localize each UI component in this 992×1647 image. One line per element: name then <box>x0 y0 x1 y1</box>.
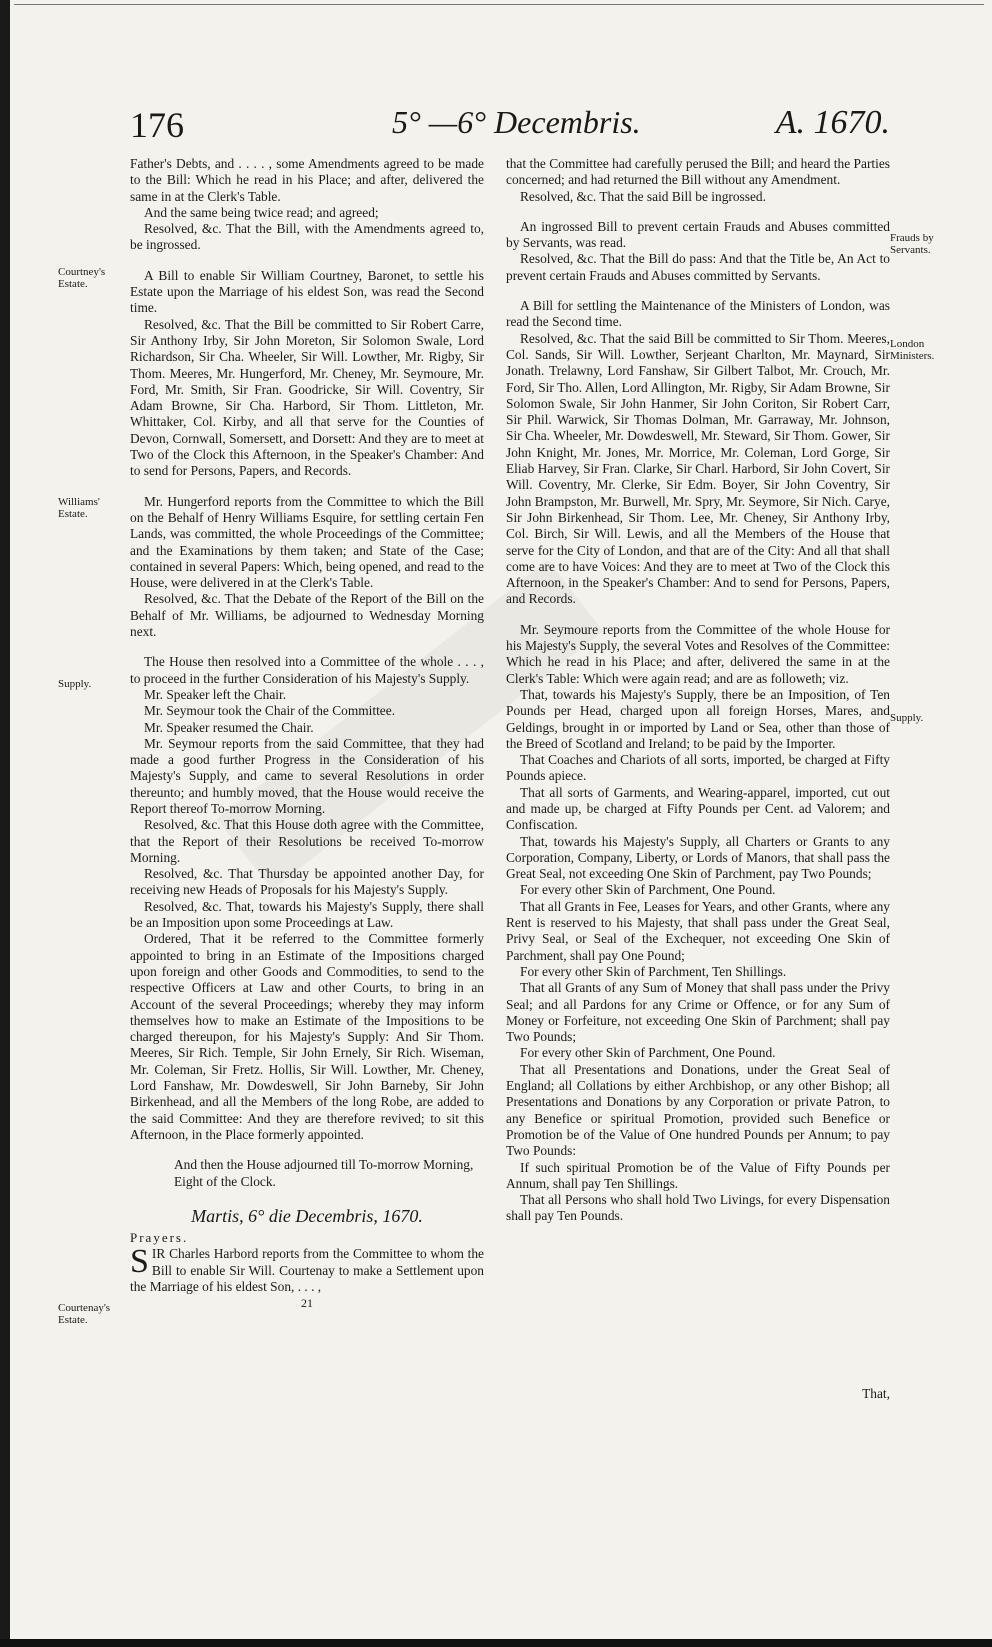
paragraph: That all Presentations and Donations, under the Great Seal of England; all Collations by either Archbishop, or any other Bishop; all Presentations and Donations by any Corporation or private Patron, to any Benefice or spiritual Promotion, provided such Benefice or Promotion be of the Value of One hundred Pounds per Annum; to pay Two Pounds: <box>506 1061 890 1159</box>
paragraph: Mr. Speaker left the Chair. <box>144 686 287 702</box>
paragraph: Ordered, That it be referred to the Committee formerly appointed to bring in an Estimate of the Impositions charged upon foreign and other Goods and Commodities, to send to the respective Officers at Law and other Courts, to bring in an Account of the several Proceedings; whereby they may inform themselves how to make an Estimate of the Impositions to be charged thereupon, for his Majesty's Supply: And Sir Thom. Meeres, Sir Rich. Temple, Sir John Ernely, Sir Rich. Wiseman, Mr. Coleman, Sir Fretz. Hollis, Sir Will. Lowther, Mr. Cheney, Lord Fanshaw, Mr. Dowdeswell, Sir John Barneby, Sir John Birkenhead, and all the Members of the long Robe, are added to the said Committee: And they are therefore revived; to sit this Afternoon, in the Place formerly appointed. <box>130 931 484 1142</box>
signature-mark: 21 <box>301 1296 313 1311</box>
paragraph: Mr. Seymour reports from the said Committee, that they had made a good further Progress in the Consideration of his Majesty's Supply, and came to several Resolutions in order thereunto; and humbly moved, that the House would receive the Report thereof To-morrow Morning. <box>130 735 484 816</box>
paragraph: That, towards his Majesty's Supply, all Charters or Grants to any Corporation, Company, Liberty, or Lords of Manors, that shall pass the Great Seal, not exceeding One Skin of Parchment, pay Two Pounds; <box>506 833 890 882</box>
right-column <box>506 156 890 1225</box>
left-column <box>130 156 484 1312</box>
paragraph: Resolved, &c. That the said Bill be committed to Sir Thom. Meeres, Col. Sands, Sir Will. Lowther, Serjeant Charlton, Mr. Maynard, Sir Jonath. Trelawny, Lord Fanshaw, Sir Gilbert Talbot, Mr. Crouch, Mr. Ford, Sir Tho. Allen, Lord Allington, Mr. Rigby, Sir Adam Browne, Sir Solomon Swale, Sir John Hanmer, Sir John Coriton, Sir Robert Carr, Sir Phil. Warwick, Sir Thomas Dolman, Mr. Garraway, Mr. Johnson, Sir Cha. Wheeler, Mr. Dowdeswell, Mr. Steward, Sir Thom. Gower, Sir John Knight, Mr. Jones, Mr. Morrice, Mr. Coleman, Lord Gorge, Sir Eliab Harvey, Sir Fran. Clarke, Sir Charl. Harbord, Sir John Covert, Sir Will. Coventry, Mr. Clerke, Sir Edm. Boyer, Sir John Coventry, Sir John Brampston, Mr. Burwell, Mr. Spry, Mr. Seymore, Sir Nich. Carye, Sir John Birkenhead, Sir Thom. Lee, Mr. Cheney, Sir Anthony Irby, Col. Birch, Sir Will. Lewis, and all the Members of the House that serve for the City of London, and that are of the City: And all that shall come are to have Voices: And they are to meet at Two of the Clock this Afternoon, in the Speaker's Chamber: And to send for Persons, Papers, and Records. <box>506 330 890 607</box>
paragraph: That all Grants in Fee, Leases for Years, and other Grants, where any Rent is reserved to his Majesty, that shall pass under the Great Seal, Privy Seal, or Seal of the Exchequer, not exceeding One Skin of Parchment, shall pay One Pound; <box>506 898 890 963</box>
paragraph: For every other Skin of Parchment, One Pound. <box>520 1045 776 1061</box>
paragraph: Resolved, &c. That the Bill be committed to Sir Robert Carre, Sir Anthony Irby, Sir John Moreton, Sir Solomon Swale, Lord Richardson, Sir Cha. Wheeler, Sir Will. Lowther, Mr. Rigby, Sir Thom. Meeres, Mr. Hungerford, Mr. Cheney, Mr. Seymoure, Mr. Ford, Mr. Smith, Sir Fran. Goodricke, Sir Will. Coventry, Sir Adam Browne, Sir Cha. Harbord, Sir Thom. Littleton, Mr. Whittaker, Col. Kirby, and all that serve for the Counties of Devon, Cornwall, Somersett, and Dorsett: And they are to meet at Two of the Clock this Afternoon, in the Speaker's Chamber: And to send for Persons, Papers, and Records. <box>130 316 484 479</box>
paragraph: A Bill for settling the Maintenance of the Ministers of London, was read the Second time. <box>506 298 890 330</box>
paragraph: That, towards his Majesty's Supply, there be an Imposition, of Ten Pounds per Head, charged upon all foreign Horses, Mares, and Geldings, brought in or imported by Land or Sea, other than those of the Breed of Scotland and Ireland; to be paid by the Importer. <box>506 686 890 751</box>
day-heading: Martis, 6° die Decembris, 1670. <box>191 1205 423 1226</box>
margin-note-frauds-by-servants: Frauds by Servants. <box>890 232 934 256</box>
paragraph: That all Grants of any Sum of Money that shall pass under the Privy Seal; and all Pardons for any Crime or Offence, or for any Sum of Money or Forfeiture, not exceeding One Skin of Parchment; shall pay Two Pounds; <box>506 980 890 1045</box>
paragraph: that the Committee had carefully perused the Bill; and heard the Parties concerned; and had returned the Bill without any Amendment. <box>506 156 890 188</box>
paragraph <box>130 1243 484 1295</box>
paragraph: Mr. Seymour took the Chair of the Committee. <box>144 703 396 719</box>
prayers-heading: Prayers. <box>130 1230 189 1246</box>
margin-note-london-ministers: London Ministers. <box>890 338 935 362</box>
page-edge-shadow <box>0 0 10 1647</box>
paragraph: Mr. Speaker resumed the Chair. <box>144 719 314 735</box>
page-number: 176 <box>130 105 184 145</box>
paragraph: For every other Skin of Parchment, One Pound. <box>520 882 776 898</box>
margin-note-supply-right: Supply. <box>890 712 924 724</box>
paragraph: That all sorts of Garments, and Wearing-apparel, imported, cut out and made up, be charged at Fifty Pounds per Cent. ad Valorem; and Confiscation. <box>506 784 890 833</box>
page-date-heading: 5° —6° Decembris. <box>392 104 641 140</box>
page-header <box>130 104 890 146</box>
margin-note-courtneys-estate: Courtney's Estate. <box>58 266 106 290</box>
page-year: A. 1670. <box>775 104 890 141</box>
paragraph: For every other Skin of Parchment, Ten Shillings. <box>520 963 787 979</box>
paragraph: Resolved, &c. That the Debate of the Report of the Bill on the Behalf of Mr. Williams, be adjourned to Wednesday Morning next. <box>130 591 484 640</box>
paragraph: Resolved, &c. That Thursday be appointed another Day, for receiving new Heads of Proposals for his Majesty's Supply. <box>130 866 484 898</box>
paragraph: That Coaches and Chariots of all sorts, imported, be charged at Fifty Pounds apiece. <box>506 752 890 784</box>
top-rule <box>14 4 984 5</box>
catchword: That, <box>862 1386 890 1401</box>
paragraph: If such spiritual Promotion be of the Value of Fifty Pounds per Annum, shall pay Ten Shillings. <box>506 1159 890 1191</box>
margin-note-supply: Supply. <box>58 678 92 690</box>
paragraph: Resolved, &c. That, towards his Majesty's Supply, there shall be an Imposition upon some Proceedings at Law. <box>130 898 484 931</box>
paragraph-text: IR Charles Harbord reports from the Committee to whom the Bill to enable Sir Will. Courtenay to make a Settlement upon the Marriage of his eldest Son, . . . , <box>130 1246 484 1294</box>
page-bottom-edge <box>0 1639 992 1647</box>
drop-cap: S <box>130 1243 149 1281</box>
paragraph: The House then resolved into a Committee of the whole . . . , to proceed in the further Consideration of his Majesty's Supply. <box>130 654 484 686</box>
paragraph: Father's Debts, and . . . . , some Amendments agreed to be made to the Bill: Which he read in his Place; and after, delivered the same in at the Clerk's Table. <box>130 156 484 204</box>
paragraph: That all Persons who shall hold Two Livings, for every Dispensation shall pay Ten Pounds. <box>506 1192 890 1224</box>
paragraph: Resolved, &c. That this House doth agree with the Committee, that the Report of their Resolutions be received To-morrow Morning. <box>130 817 484 865</box>
paragraph: An ingrossed Bill to prevent certain Frauds and Abuses committed by Servants, was read. <box>506 218 890 251</box>
paragraph: A Bill to enable Sir William Courtney, Baronet, to settle his Estate upon the Marriage of his eldest Son, was read the Second time. <box>130 267 484 316</box>
paragraph: Mr. Seymoure reports from the Committee of the whole House for his Majesty's Supply, the several Votes and Resolves of the Committee: Which he read in his Place; and after, delivered the same in at the Clerk's Table: Which were again read; and are as followeth; viz. <box>506 621 890 686</box>
paragraph: Resolved, &c. That the Bill do pass: And that the Title be, An Act to prevent certain Frauds and Abuses committed by Servants. <box>506 251 890 283</box>
paragraph: Mr. Hungerford reports from the Committee to which the Bill on the Behalf of Henry Williams Esquire, for settling certain Fen Lands, was committed, the whole Proceedings of the Committee; and the Examinations by them taken; and State of the Case; contained in several Papers: Which, being opened, and read to the House, were delivered in at the Clerk's Table. <box>130 493 484 591</box>
paragraph: Resolved, &c. That the said Bill be ingrossed. <box>520 188 766 204</box>
paragraph: Resolved, &c. That the Bill, with the Amendments agreed to, be ingrossed. <box>130 221 484 253</box>
margin-note-williams-estate: Williams' Estate. <box>58 496 100 520</box>
paragraph: And the same being twice read; and agreed; <box>144 204 379 220</box>
adjournment-note: And then the House adjourned till To-morrow Morning, Eight of the Clock. <box>174 1157 474 1189</box>
margin-note-courtenays-estate: Courtenay's Estate. <box>58 1302 111 1326</box>
